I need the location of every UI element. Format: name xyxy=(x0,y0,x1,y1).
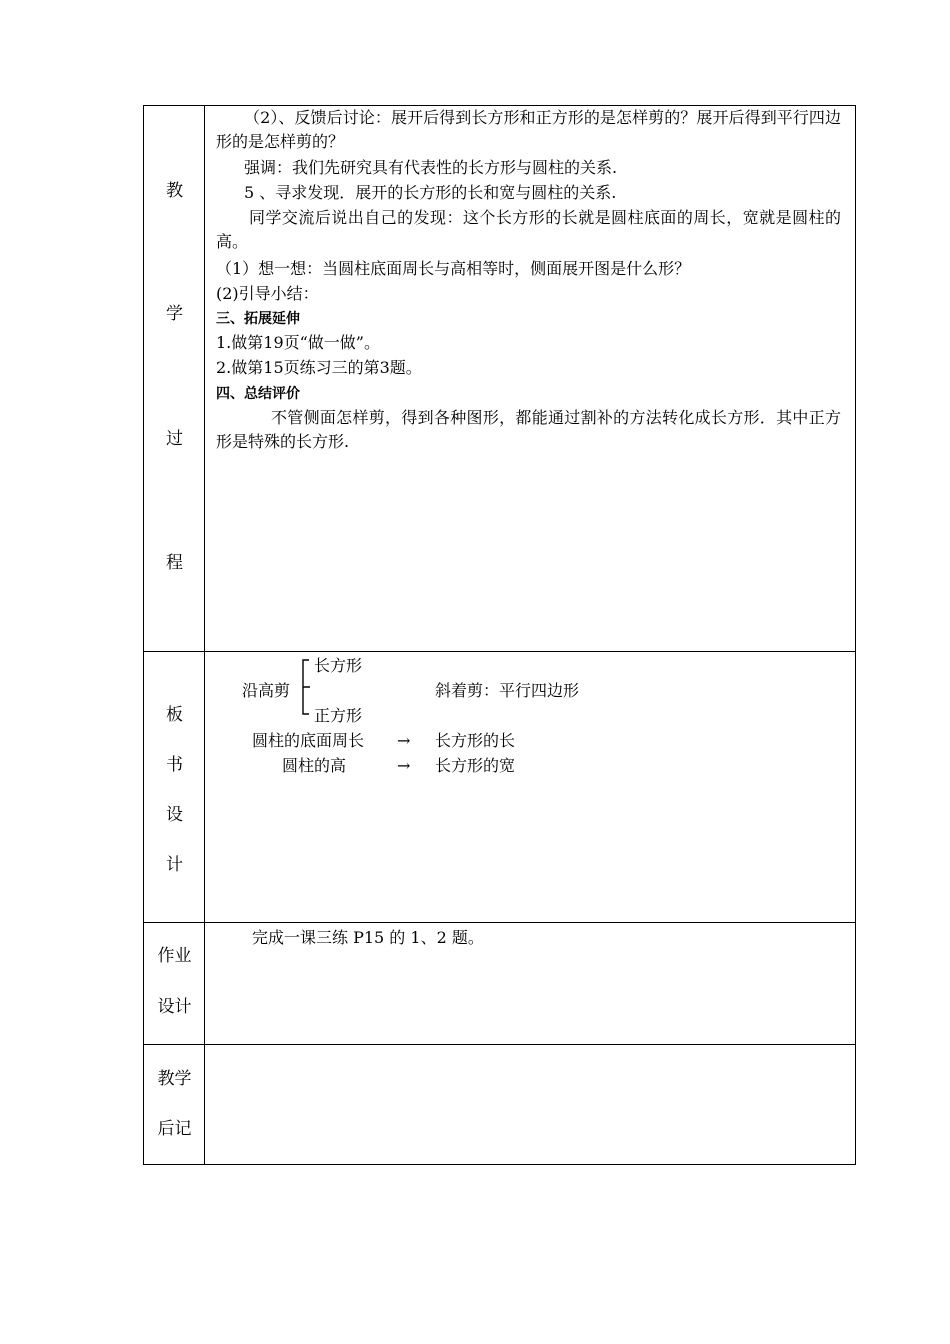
label-char: 计 xyxy=(166,855,183,875)
summary-guide-line: (2)引导小结： xyxy=(216,284,319,303)
section-heading-extension: 三、拓展延伸 xyxy=(216,311,300,327)
section-heading-summary: 四、总结评价 xyxy=(216,386,300,402)
mapping-right-2: 长方形的宽 xyxy=(435,756,516,775)
label-char: 程 xyxy=(166,553,183,573)
board-design-row xyxy=(144,651,855,922)
discovery-line: 5 、寻求发现．展开的长方形的长和宽与圆柱的关系. xyxy=(244,183,617,202)
bracket-icon xyxy=(302,659,310,715)
label-char: 学 xyxy=(166,304,183,324)
teaching-notes-content xyxy=(205,1045,855,1164)
homework-label xyxy=(144,923,205,1044)
label-char: 设 xyxy=(166,805,183,825)
teaching-notes-row xyxy=(144,1044,855,1164)
discussion-paragraph: （2）、反馈后讨论：展开后得到长方形和正方形的是怎样剪的？展开后得到平行四边形的是怎样剪的？ xyxy=(216,108,841,151)
teaching-process-content xyxy=(205,106,855,651)
teaching-notes-label xyxy=(144,1045,205,1164)
arrow-icon: → xyxy=(397,756,411,775)
mapping-right-1: 长方形的长 xyxy=(435,731,516,750)
arrow-icon: → xyxy=(397,731,411,750)
board-design-label xyxy=(144,652,205,922)
lesson-plan-table xyxy=(143,105,856,1165)
cut-along-height: 沿高剪 xyxy=(242,681,291,700)
label-char: 过 xyxy=(166,429,183,449)
label-char: 教 xyxy=(166,181,183,201)
teaching-process-row xyxy=(144,106,855,651)
board-design-content xyxy=(205,652,855,922)
mapping-left-1: 圆柱的底面周长 xyxy=(252,731,365,750)
oblique-cut: 斜着剪：平行四边形 xyxy=(435,681,580,700)
homework-content xyxy=(205,923,855,1044)
label-line: 作业 xyxy=(157,946,192,966)
branch-square: 正方形 xyxy=(314,706,363,725)
label-char: 书 xyxy=(166,755,183,775)
summary-paragraph: 不管侧面怎样剪，得到各种图形，都能通过割补的方法转化成长方形．其中正方形是特殊的长方形. xyxy=(216,408,841,451)
mapping-left-2: 圆柱的高 xyxy=(282,756,347,775)
teaching-process-label xyxy=(144,106,205,651)
branch-rectangle: 长方形 xyxy=(314,656,363,675)
label-line: 设计 xyxy=(157,997,192,1017)
exercise-line-2: 2.做第15页练习三的第3题。 xyxy=(216,358,422,377)
label-line: 教学 xyxy=(157,1069,192,1089)
label-char: 板 xyxy=(166,705,183,725)
homework-text: 完成一课三练 P15 的 1、2 题。 xyxy=(252,928,484,947)
emphasis-line: 强调：我们先研究具有代表性的长方形与圆柱的关系. xyxy=(244,158,618,177)
label-line: 后记 xyxy=(157,1119,192,1139)
homework-row xyxy=(144,922,855,1044)
exercise-line-1: 1.做第19页“做一做”。 xyxy=(216,333,380,352)
think-line: （1）想一想：当圆柱底面周长与高相等时，侧面展开图是什么形？ xyxy=(216,259,691,278)
exchange-paragraph: 同学交流后说出自己的发现：这个长方形的长就是圆柱底面的周长，宽就是圆柱的高。 xyxy=(216,208,841,251)
